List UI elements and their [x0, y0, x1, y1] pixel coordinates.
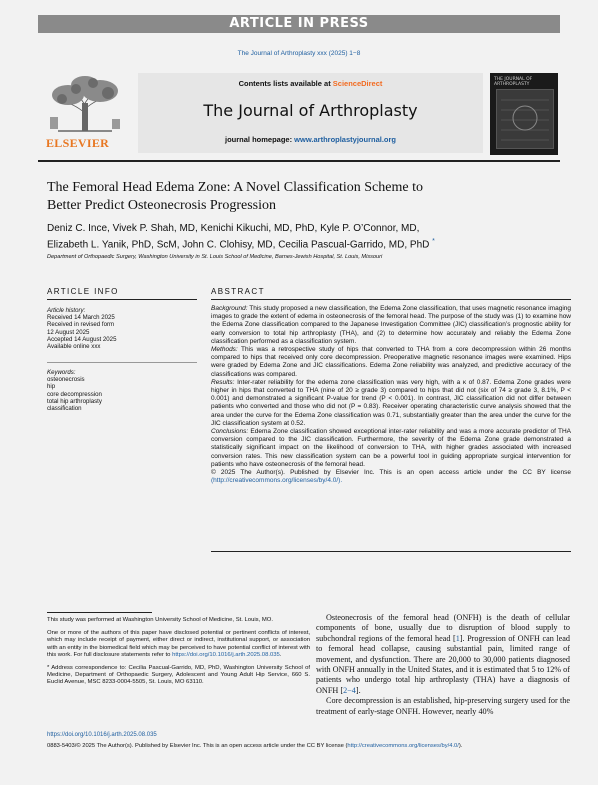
doi-link[interactable]: https://doi.org/10.1016/j.arth.2025.08.035: [47, 732, 157, 738]
article-title: [47, 179, 517, 215]
doi: [47, 732, 157, 738]
license-footer-end: ).: [458, 743, 463, 749]
body-p1-part-a: Osteonecrosis of the femoral head (ONFH) is the death of cellular components of bone, usually due to disruption of blood supply to subchondral regions of the femoral head [: [316, 613, 570, 643]
results-label: Results:: [211, 378, 235, 386]
corresponding-author-mark[interactable]: *: [432, 238, 435, 245]
article-title-line-2: Better Predict Osteonecrosis Progression: [47, 198, 277, 213]
citation-link[interactable]: 2−4: [343, 685, 356, 695]
body-p1-part-c: ].: [355, 685, 361, 695]
article-history: [47, 307, 116, 350]
author-list: [47, 222, 517, 251]
article-info-rule: [47, 299, 197, 300]
journal-homepage: [138, 135, 483, 144]
history-revised-date: 12 August 2025: [47, 328, 90, 336]
journal-cover-thumbnail[interactable]: [490, 73, 558, 155]
history-received: Received 14 March 2025: [47, 314, 115, 322]
license-footer: [47, 743, 577, 749]
affiliation: Department of Orthopaedic Surgery, Washington University in St. Louis School of Medicine, Barnes-Jewish Hospital, St. Louis, Missouri: [47, 254, 383, 260]
sciencedirect-link[interactable]: ScienceDirect: [332, 79, 383, 88]
homepage-prefix: journal homepage:: [224, 135, 295, 144]
article-title-line-1: The Femoral Head Edema Zone: A Novel Classification Scheme to: [47, 180, 423, 195]
history-revised-label: Received in revised form: [47, 321, 115, 329]
contents-prefix: Contents lists available at: [238, 79, 333, 88]
keyword-item: classification: [47, 405, 82, 413]
article-in-press-banner: ARTICLE IN PRESS: [38, 15, 560, 33]
footnote-rule: [47, 612, 152, 613]
abstract-results: [211, 379, 571, 428]
authors-line-2[interactable]: Elizabeth L. Yanik, PhD, ScM, John C. Clohisy, MD, Cecilia Pascual-Garrido, MD, PhD: [47, 239, 430, 251]
homepage-link[interactable]: www.arthroplastyjournal.org: [294, 135, 396, 144]
footnote-study-site: This study was performed at Washington University School of Medicine, St. Louis, MO.: [47, 617, 274, 623]
abstract-conclusions: [211, 428, 571, 469]
elsevier-tree-icon: [38, 73, 133, 135]
background-text: This study proposed a new classification, the Edema Zone classification, that uses magnetic resonance imaging images to grade the extent of edema in osteonecrosis of the femoral head. The purpose of the study was (1) to examine how the Edema Zone classification compared to the Japanese Investigation Committee (JIC) classification’s prognostic ability for early conversion to total hip arthroplasty (THA), and (2) to determine how accurately and reliably the Edema Zone classification performed as a classification system.: [211, 305, 571, 345]
keyword-item: core decompression: [47, 390, 102, 398]
article-info-heading: ARTICLE INFO: [47, 287, 119, 296]
publisher-name: ELSEVIER: [46, 136, 110, 150]
copyright-text: © 2025 The Author(s). Published by Elsevier Inc. This is an open access article under the CC BY license: [211, 469, 571, 477]
keywords-label: Keywords:: [47, 369, 76, 376]
header-rule: [38, 160, 560, 162]
cover-image: [496, 89, 554, 149]
journal-header: [38, 73, 560, 157]
abstract-methods: [211, 346, 571, 379]
abstract-body: [211, 305, 571, 485]
cover-art-icon: [497, 90, 553, 148]
journal-title: The Journal of Arthroplasty: [203, 101, 418, 120]
results-text: Inter-rater reliability for the edema zone classification was very high, with a κ of 0.87. Edema Zone grades were higher in hips that converted to THA (nine of 20 ≥ grade 3) compared to hips that did not (six of 74 ≥ grade 3, 8.1%, P < 0.001) and demonstrated a significant P-value for trend (P < 0.001). In contrast, JIC classification did not differ between patients who converted and those who did not (P = 0.83). Receiver operating characteristic curve analysis showed that the area under the curve for the Edema Zone classification was 0.71, substantially greater than the area under the curve for the JIC classification system at 0.52.: [211, 378, 571, 427]
keyword-item: hip: [47, 383, 56, 391]
abstract-background: [211, 305, 571, 346]
citation-link[interactable]: 1: [455, 633, 460, 643]
body-paragraph-1: [316, 613, 570, 696]
history-label: Article history:: [47, 307, 86, 314]
disclosure-link[interactable]: https://doi.org/10.1016/j.arth.2025.08.035: [172, 651, 280, 658]
footnotes: [47, 617, 310, 693]
elsevier-logo[interactable]: [38, 73, 133, 153]
keywords: [47, 369, 102, 412]
abstract-bottom-rule: [211, 551, 571, 552]
contents-line: [138, 79, 483, 88]
body-paragraph-2: Core decompression is an established, hip-preserving surgery used for the treatment of early-stage ONFH. However, nearly 40%: [316, 696, 570, 716]
methods-label: Methods:: [211, 346, 238, 354]
methods-text: This was a retrospective study of hips that converted to THA from a core decompression within 26 months compared to hips that received only core decompression. Preoperative magnetic resonance images were examined. Hips were graded by Edema Zone and JIC classifications. Edema Zone reliability was analyzed, and predictive accuracy of the classifications was compared.: [211, 346, 571, 378]
abstract-rule: [211, 299, 571, 300]
conclusions-label: Conclusions:: [211, 428, 249, 436]
license-footer-text: 0883-5403/© 2025 The Author(s). Published by Elsevier Inc. This is an open access article under the CC BY license (: [47, 743, 348, 749]
conclusions-text: Edema Zone classification showed exceptional inter-rater reliability and was a more accurate predictor of THA conversion compared to the JIC classification. Furthermore, the severity of the Edema Zone grade demonstrated a statistically significant impact on the likelihood of conversion to THA, with higher grades associated with increased conversion rates. This new classification system can be a powerful tool in guiding appropriate surgical intervention for patients who have osteonecrosis of the femoral head.: [211, 428, 572, 468]
journal-reference-link[interactable]: The Journal of Arthroplasty xxx (2025) 1−8: [237, 50, 361, 57]
info-divider: [47, 362, 197, 363]
authors-line-1[interactable]: Deniz C. Ince, Vivek P. Shah, MD, Kenichi Kikuchi, MD, PhD, Kyle P. O’Connor, MD,: [47, 223, 420, 234]
license-link[interactable]: (http://creativecommons.org/licenses/by/4.0/).: [211, 477, 343, 485]
history-online: Available online xxx: [47, 343, 101, 351]
license-footer-link[interactable]: http://creativecommons.org/licenses/by/4.0/: [347, 743, 459, 749]
footnote-disclosure: One or more of the authors of this paper have disclosed potential or pertinent conflicts of interest, which may include receipt of payment, either direct or indirect, institutional support, or association with an entity in the biomedical field which may be perceived to have potential conflict of interest with this work. For full disclosure statements refer to https://doi.org/10.1016/j.arth.2025.08.035.: [47, 630, 310, 658]
disclosure-text: One or more of the authors of this paper have disclosed potential or pertinent conflicts of interest, which may include receipt of payment, either direct or indirect, institutional support, or association with an entity in the biomedical field which may be perceived to have potential conflict of interest with this work. For full disclosure statements refer to: [47, 630, 310, 658]
abstract-copyright: [211, 469, 571, 485]
history-accepted: Accepted 14 August 2025: [47, 335, 117, 343]
keyword-item: osteonecrosis: [47, 376, 85, 384]
abstract-heading: ABSTRACT: [211, 287, 265, 296]
body-text: [316, 613, 570, 717]
cover-title: THE JOURNAL OF ARTHROPLASTY: [494, 77, 533, 87]
background-label: Background:: [211, 305, 248, 312]
footnote-correspondence: * Address correspondence to: Cecilia Pascual-Garrido, MD, PhD, Washington University School of Medicine, Department of Orthopaedic Surgery, Adolescent and Young Adult Hip Service, 660 S. Euclid Avenue, MSC 8233-0004-5505, St. Louis, MO 63110.: [47, 665, 310, 686]
body-p1-part-b: ]. Progression of ONFH can lead to femoral head collapse, causing substantial pain, limited range of movement, and dysfunction. There are 20,000 to 30,000 patients diagnosed with ONFH annually in the United States, and it is estimated that 5 to 12% of patients who undergo total hip arthroplasty (THA) have a diagnosis of ONFH [: [316, 633, 570, 695]
keyword-item: total hip arthroplasty: [47, 397, 102, 405]
